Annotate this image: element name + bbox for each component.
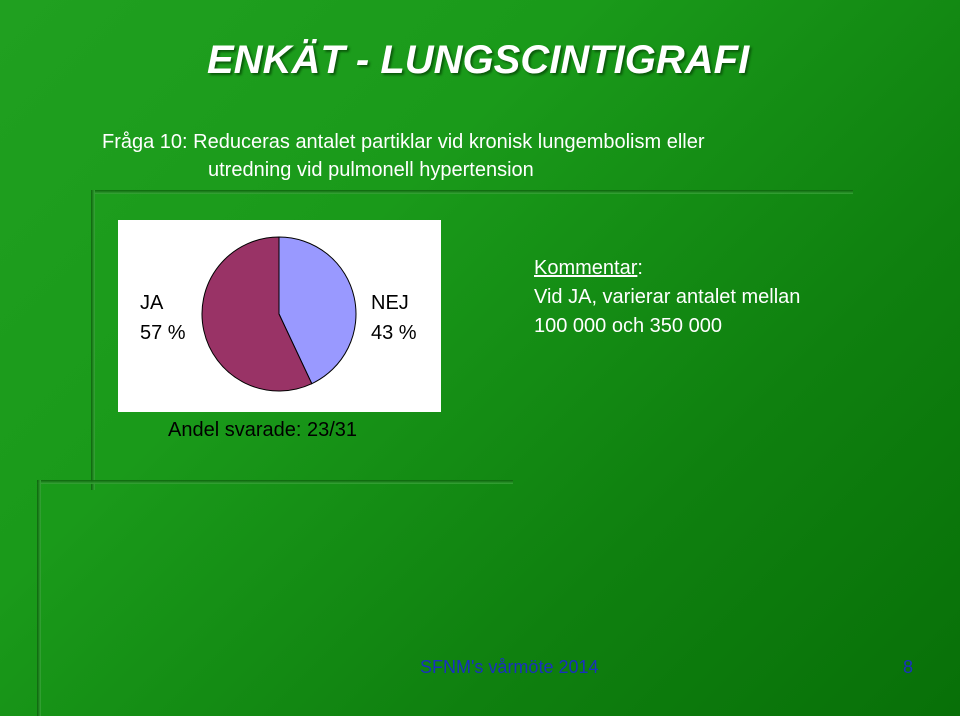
page-number: 8 xyxy=(903,657,914,677)
footer-text: SFNM's vårmöte 2014 xyxy=(420,657,599,677)
pie-chart xyxy=(118,220,441,412)
pie-value-label-nej: 43 % xyxy=(371,322,417,344)
pie-category-label-ja: JA xyxy=(140,292,164,314)
comment-colon: : xyxy=(637,257,643,279)
question-line-1: Fråga 10: Reduceras antalet partiklar vid kronisk lungembolism eller xyxy=(102,131,705,153)
decorative-line-top xyxy=(93,190,853,194)
pie-value-label-ja: 57 % xyxy=(140,322,186,344)
slide-title: ENKÄT - LUNGSCINTIGRAFI xyxy=(207,38,750,82)
question-line-2: utredning vid pulmonell hypertension xyxy=(208,159,534,181)
respondents-label: Andel svarade: 23/31 xyxy=(168,419,358,441)
pie-chart-panel xyxy=(118,220,441,412)
question-text xyxy=(102,128,842,184)
comment-line-1: Vid JA, varierar antalet mellan xyxy=(534,286,801,308)
decorative-line-left xyxy=(91,190,95,490)
comment-line-2: 100 000 och 350 000 xyxy=(534,315,722,337)
pie-category-label-nej: NEJ xyxy=(371,292,409,314)
comment-heading: Kommentar xyxy=(534,257,638,279)
comment-block xyxy=(534,254,934,341)
decorative-line-middle xyxy=(37,480,513,484)
decorative-line-left-lower xyxy=(37,480,41,716)
